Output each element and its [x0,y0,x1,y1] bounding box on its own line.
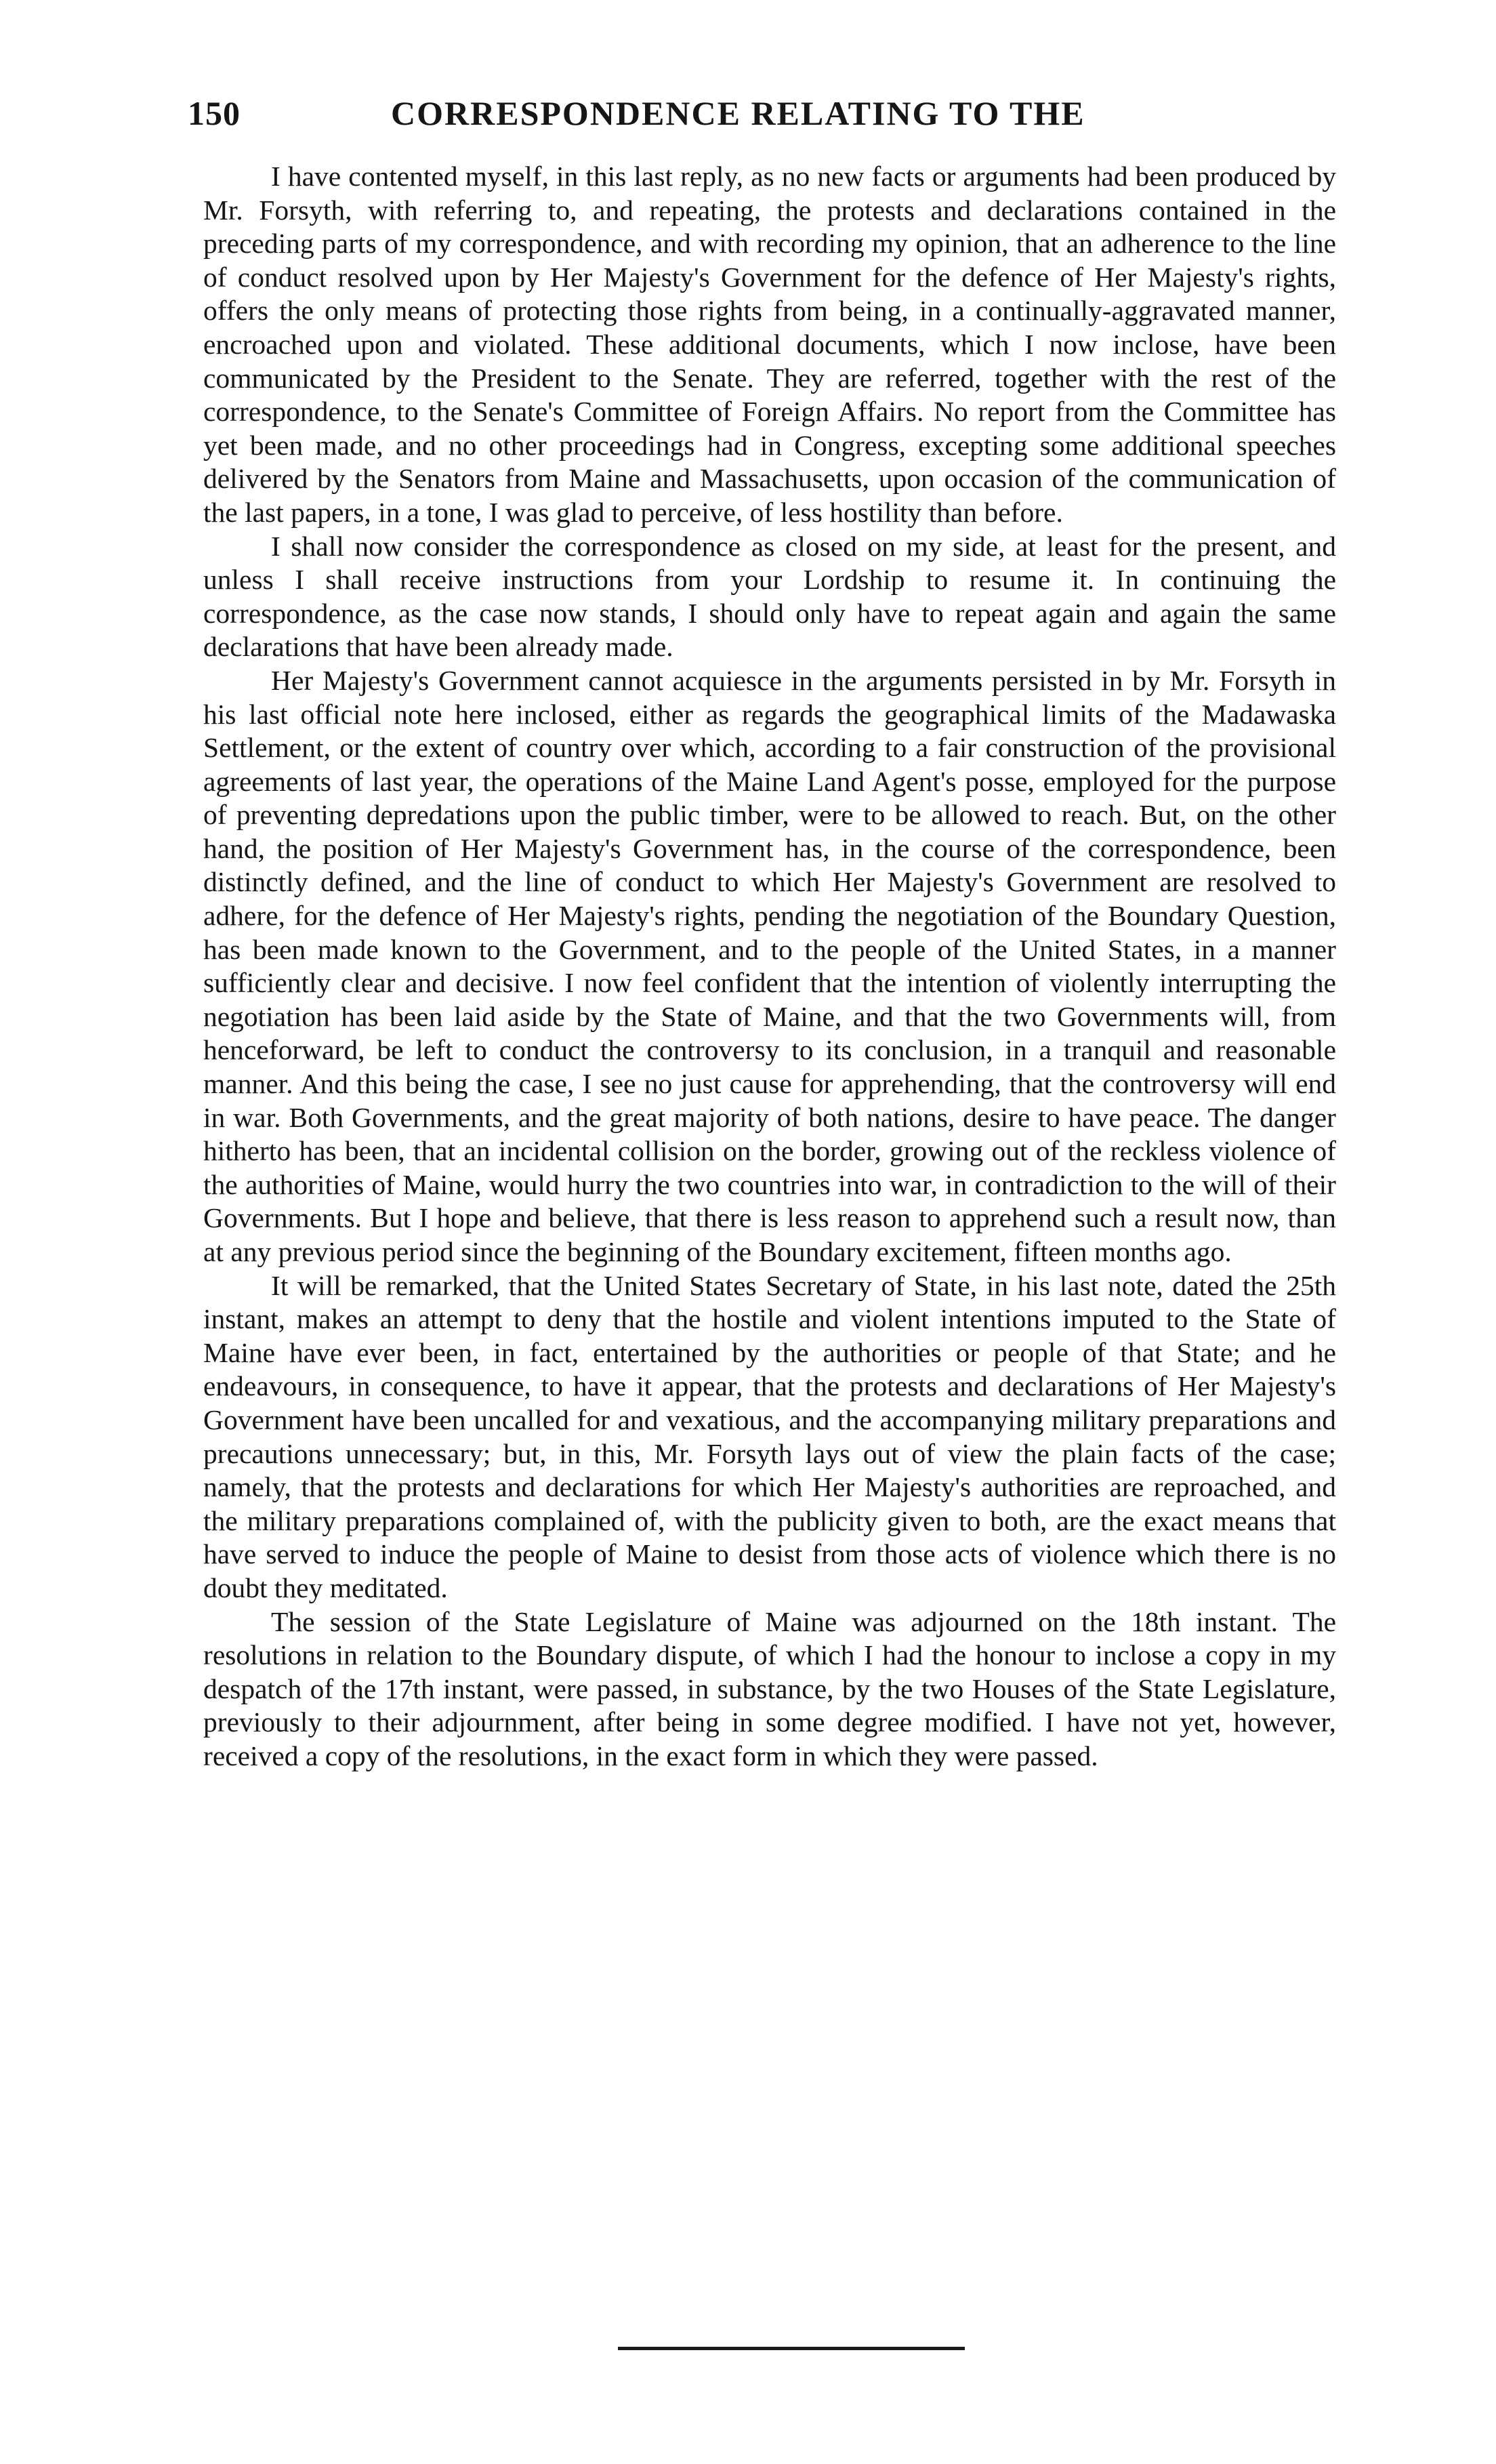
closing-rule [618,2347,965,2350]
paragraph-3: Her Majesty's Government cannot acquiesce in the arguments persisted in by Mr. Forsyth in his last official note here inclosed, either as regards the geographical limits of the Madawaska Settlement, or the extent of country over which, according to a fair construction of the provisional agreements of last year, the operations of the Maine Land Agent's posse, employed for the purpose of preventing depredations upon the public timber, were to be allowed to reach. But, on the other hand, the position of Her Majesty's Government has, in the course of the correspondence, been distinctly defined, and the line of conduct to which Her Majesty's Government are resolved to adhere, for the defence of Her Majesty's rights, pending the negotiation of the Boundary Question, has been made known to the Government, and to the people of the United States, in a manner sufficiently clear and decisive. I now feel confident that the intention of violently interrupting the negotiation has been laid aside by the State of Maine, and that the two Governments will, from henceforward, be left to conduct the controversy to its conclusion, in a tranquil and reasonable manner. And this being the case, I see no just cause for apprehending, that the controversy will end in war. Both Governments, and the great majority of both nations, desire to have peace. The danger hitherto has been, that an incidental collision on the border, growing out of the reckless violence of the authorities of Maine, would hurry the two countries into war, in contradiction to the will of their Governments. But I hope and believe, that there is less reason to apprehend such a result now, than at any previous period since the beginning of the Boundary excitement, fifteen months ago. [203,664,1336,1267]
paragraph-2: I shall now consider the correspondence as closed on my side, at least for the present, and unless I shall receive instructions from your Lordship to resume it. In continuing the correspondence, as the case now stands, I should only have to repeat again and again the same declarations that have been already made. [203,530,1336,663]
running-head: CORRESPONDENCE RELATING TO THE [391,94,1085,132]
paragraph-4: It will be remarked, that the United States Secretary of State, in his last note, dated the 25th instant, makes an attempt to deny that the hostile and violent intentions imputed to the State of Maine have ever been, in fact, entertained by the authorities or people of that State; and he endeavours, in consequence, to have it appear, that the protests and declarations of Her Majesty's Government have been uncalled for and vexatious, and the accompanying military preparations and precautions unnecessary; but, in this, Mr. Forsyth lays out of view the plain facts of the case; namely, that the protests and declarations for which Her Majesty's authorities are reproached, and the military preparations complained of, with the publicity given to both, are the exact means that have served to induce the people of Maine to desist from those acts of violence which there is no doubt they meditated. [203,1269,1336,1603]
paragraph-1: I have contented myself, in this last reply, as no new facts or arguments had been produced by Mr. Forsyth, with referring to, and repeating, the protests and declarations contained in the preceding parts of my correspondence, and with recording my opinion, that an adherence to the line of conduct resolved upon by Her Majesty's Government for the defence of Her Majesty's rights, offers the only means of protecting those rights from being, in a continually-aggravated manner, encroached upon and violated. These additional documents, which I now inclose, have been communicated by the President to the Senate. They are referred, together with the rest of the correspondence, to the Senate's Committee of Foreign Affairs. No report from the Committee has yet been made, and no other proceedings had in Congress, excepting some additional speeches delivered by the Senators from Maine and Massachusetts, upon occasion of the communication of the last papers, in a tone, I was glad to perceive, of less hostility than before. [203,161,1336,528]
page-header [188,94,1339,148]
body-text [203,160,1336,1773]
paragraph-5: The session of the State Legislature of Maine was adjourned on the 18th instant. The resolutions in relation to the Boundary dispute, of which I had the honour to inclose a copy in my despatch of the 17th instant, were passed, in substance, by the two Houses of the State Legislature, previously to their adjournment, after being in some degree modified. I have not yet, however, received a copy of the resolutions, in the exact form in which they were passed. [203,1605,1336,1771]
page-number: 150 [188,94,241,132]
